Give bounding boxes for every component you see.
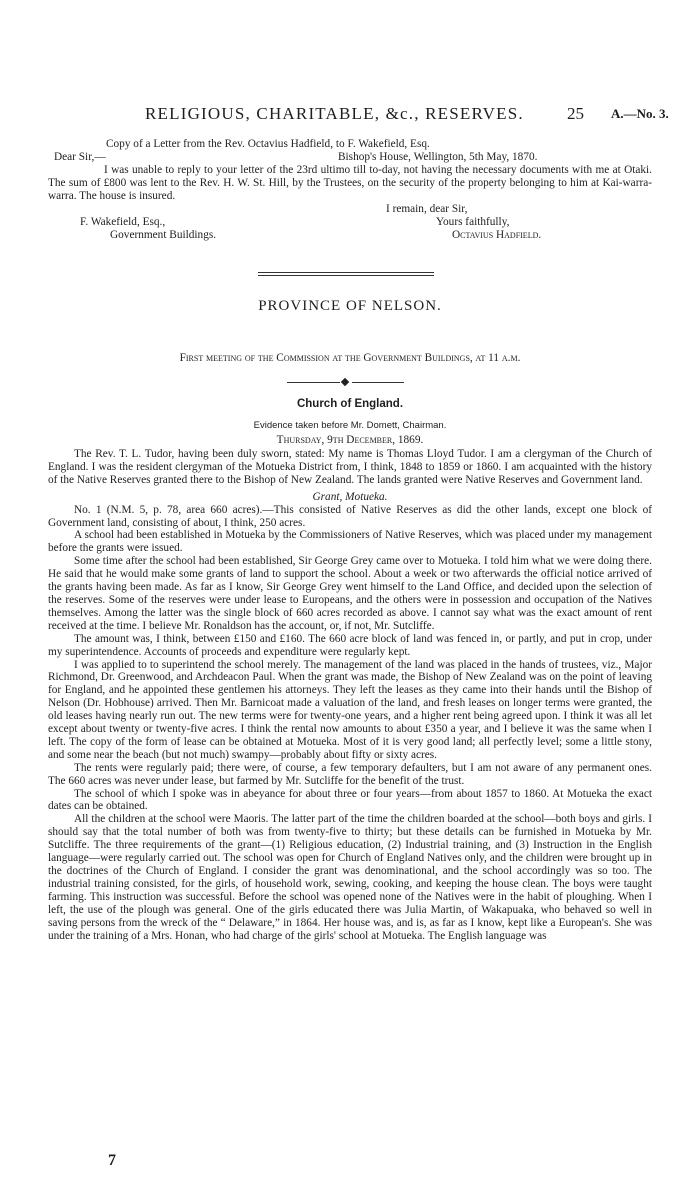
recipient-name: F. Wakefield, Esq., — [80, 215, 166, 228]
province-title: PROVINCE OF NELSON. — [258, 298, 442, 314]
page-header — [0, 104, 700, 128]
printer-signature-number: 7 — [108, 1152, 116, 1169]
intro-paragraph: The Rev. T. L. Tudor, having been duly sworn, stated: My name is Thomas Lloyd Tudor. I am a clergyman of the Church of England. I was the resident clergyman of the Motueka District from, I think, 1848 to 1859 or 1860. I am acquainted with the history of the Native Reserves granted there to the Bishop of New Zealand. The lands granted were Native Reserves and Government land. — [48, 448, 652, 486]
section-divider-top — [258, 272, 434, 273]
church-heading: Church of England. — [296, 398, 404, 410]
meeting-line: First meeting of the Commission at the Government Buildings, at 11 a.m. — [179, 352, 521, 364]
evidence-body — [48, 448, 652, 942]
letter-address: Bishop's House, Wellington, 5th May, 1870. — [338, 150, 538, 163]
section-divider-bottom — [258, 275, 434, 276]
ornament-left — [287, 382, 340, 383]
ornament-right — [352, 382, 404, 383]
paragraph: The amount was, I think, between £150 and £160. The 660 acre block of land was fenced in, or partly, and put in crop, under my superintendence. Accounts of proceeds and expenditure were regularly kept. — [48, 632, 652, 658]
recipient-office: Government Buildings. — [110, 228, 217, 241]
letter — [48, 138, 652, 242]
paragraph: All the children at the school were Maoris. The latter part of the time the children boarded at the school—both boys and girls. I should say that the total number of both was from twenty-five to thirty; but these details can be furnished in Motueka by Mr. Sutcliffe. The three requirements of the grant—(1) Religious education, (2) Industrial training, and (3) Instruction in the English language—were regularly carried out. The school was open for Church of England Natives only, and the children were brought up in the doctrines of the Church of England. I consider the grant was denominational, and the school accordingly was so too. The industrial training consisted, for the girls, of household work, sewing, cooking, and keeping the house clean. The boys were taught farming. This instruction was successful. Before the school was opened none of the Natives were in the habit of ploughing. When I left, the use of the plough was general. One of the girls educated there was Julia Martin, of Wakapuaka, who behaved so well in saving persons from the wreck of the “ Delaware,” in 1864. Her house was, and is, as far as I know, kept like a European's. She was under the training of a Mrs. Honan, who had charge of the girls' school at Motueka. The English language was — [48, 813, 652, 942]
evidence-line: Evidence taken before Mr. Domett, Chairman. — [253, 420, 447, 431]
page-number: 25 — [567, 104, 584, 123]
paragraph: I was applied to to superintend the school merely. The management of the land was placed in the hands of trustees, viz., Major Richmond, Dr. Greenwood, and Archdeacon Paul. When the grant was made, the Bishop of New Zealand was on the point of leaving for England, and he appointed these gentlemen his attorneys. They left the leases as they came into their hands until the Bishop of Nelson (Dr. Hobhouse) arrived. Then Mr. Barnicoat made a valuation of the land, and fresh leases on longer terms were granted, the old leases having nearly run out. The new terms were for twenty-one years, and a higher rent being agreed upon. I think it was all let except about twenty or twenty-five acres. I think the rental now amounts to about £350 a year, and I believe it was the same when I left. The copy of the form of lease can be obtained at Motueka. Most of it is very good land; all perfectly level; some a little stony, and some near the beach (but not much) swampy—probably about fifty or sixty acres. — [48, 658, 652, 761]
letter-signature: Octavius Hadfield. — [452, 228, 542, 241]
letter-heading: Copy of a Letter from the Rev. Octavius Hadfield, to F. Wakefield, Esq. — [106, 138, 430, 150]
running-title: RELIGIOUS, CHARITABLE, &c., RESERVES. — [145, 104, 524, 123]
letter-salutation: Dear Sir,— — [54, 150, 106, 163]
letter-closing-2: Yours faithfully, — [436, 215, 510, 228]
evidence-date: Thursday, 9th December, 1869. — [276, 434, 424, 446]
paragraph: The school of which I spoke was in abeyance for about three or four years—from about 1857 to 1860. At Motueka the exact dates can be obtained. — [48, 787, 652, 813]
document-reference: A.—No. 3. — [611, 106, 669, 121]
grant-heading: Grant, Motueka. — [312, 490, 388, 503]
paragraph: Some time after the school had been established, Sir George Grey came over to Motueka. I told him what we were doing there. He said that he would make some grants of land to support the school. About a week or two afterwards the official notice arrived of the grants having been made. As far as I know, Sir George Grey went himself to the Land Office, and decided upon the selection of the reserves. Some of the reserves were under lease to Europeans, and the others were in possession and occupation of the Natives themselves. Among the latter was the single block of 660 acres recorded as above. I cannot say what was the exact amount of rent received at the time. I believe Mr. Ronaldson has the account, or, if not, Mr. Sutcliffe. — [48, 555, 652, 632]
ornament-diamond — [341, 378, 349, 386]
letter-closing: I remain, dear Sir, — [386, 202, 468, 215]
paragraph: A school had been established in Motueka by the Commissioners of Native Reserves, which was placed under my management before the grants were issued. — [48, 529, 652, 555]
paragraph: The rents were regularly paid; there were, of course, a few temporary defaulters, but I am not aware of any permanent ones. The 660 acres was never under lease, but farmed by Mr. Sutcliffe for the benefit of the trust. — [48, 761, 652, 787]
paragraph: No. 1 (N.M. 5, p. 78, area 660 acres).—This consisted of Native Reserves as did the other lands, except one block of Government land, consisting of about, I think, 250 acres. — [48, 503, 652, 529]
letter-body: I was unable to reply to your letter of the 23rd ultimo till to-day, not having the necessary documents with me at Otaki. The sum of £800 was lent to the Rev. H. W. St. Hill, by the Trustees, on the security of the property belonging to him at Kai-warra-warra. The house is insured. — [48, 163, 652, 202]
